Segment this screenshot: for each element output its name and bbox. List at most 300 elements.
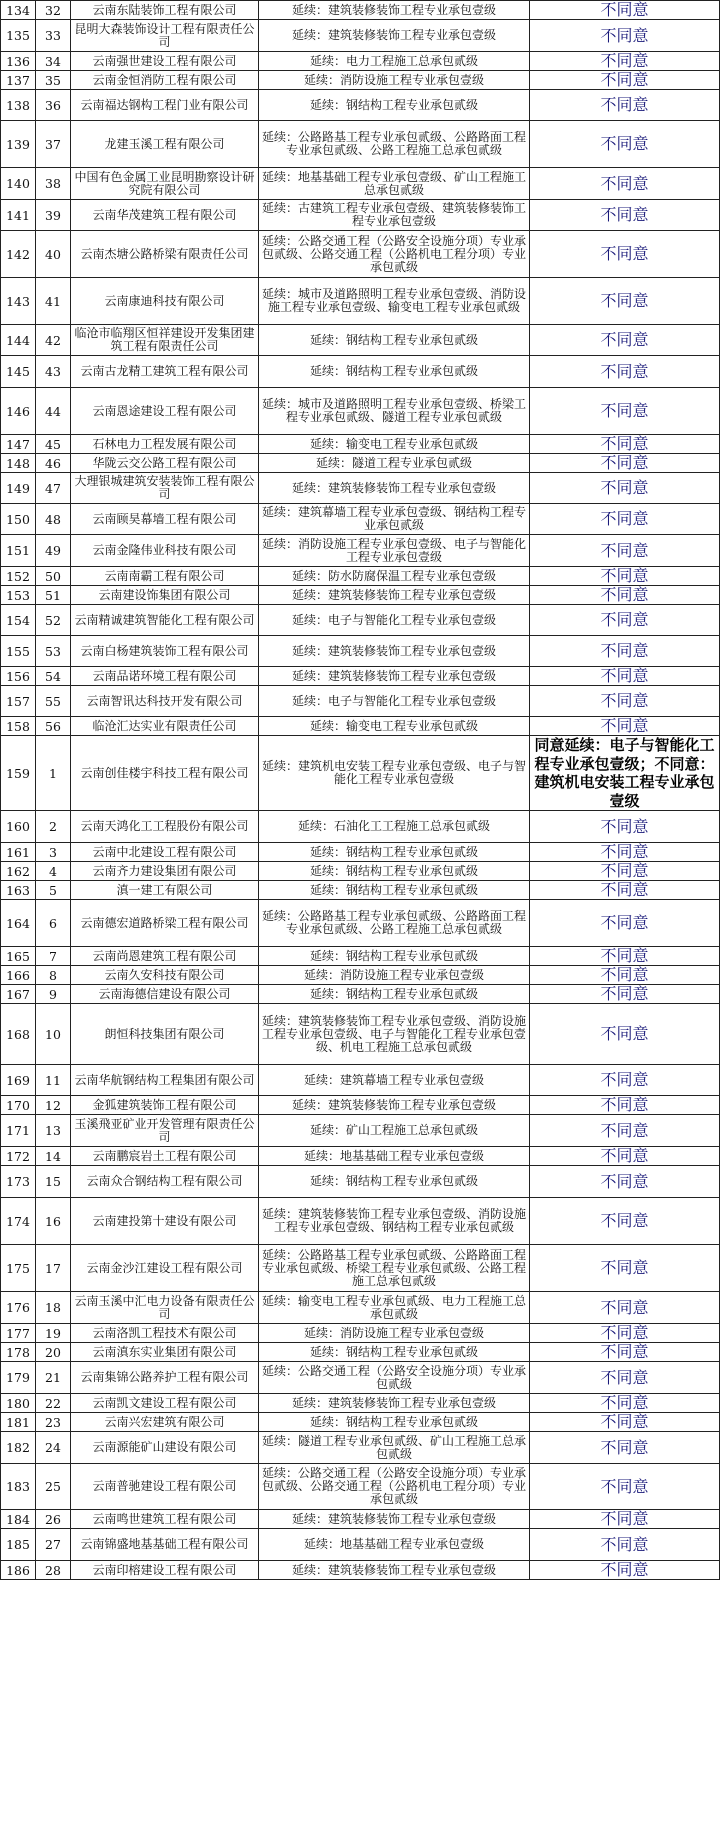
business-item-cell: 延续：建筑装修装饰工程专业承包壹级、消防设施工程专业承包壹级、电子与智能化工程专业承包壹级、机电工程施工总承包贰级 xyxy=(259,1004,530,1065)
review-result-cell: 不同意 xyxy=(530,1166,720,1198)
review-result-cell: 不同意 xyxy=(530,1464,720,1510)
business-item-cell: 延续：建筑装修装饰工程专业承包壹级 xyxy=(259,1510,530,1529)
business-item-cell: 延续：地基基础工程专业承包壹级 xyxy=(259,1147,530,1166)
company-name-cell: 云南中北建设工程有限公司 xyxy=(71,843,259,862)
business-item-cell: 延续：公路路基工程专业承包贰级、公路路面工程专业承包贰级、桥梁工程专业承包贰级、公路工程施工总承包贰级 xyxy=(259,1245,530,1292)
review-result-cell: 不同意 xyxy=(530,1343,720,1362)
row-number-cell: 42 xyxy=(36,325,71,356)
table-row xyxy=(1,1096,720,1115)
row-index-cell: 181 xyxy=(1,1413,36,1432)
business-item-cell: 延续：钢结构工程专业承包贰级 xyxy=(259,90,530,121)
row-index-cell: 167 xyxy=(1,985,36,1004)
row-index-cell: 168 xyxy=(1,1004,36,1065)
review-result-cell: 不同意 xyxy=(530,278,720,325)
row-number-cell: 50 xyxy=(36,567,71,586)
review-result-cell: 不同意 xyxy=(530,900,720,947)
table-row xyxy=(1,1413,720,1432)
row-index-cell: 138 xyxy=(1,90,36,121)
business-item-cell: 延续：建筑幕墙工程专业承包壹级、钢结构工程专业承包贰级 xyxy=(259,504,530,535)
row-index-cell: 186 xyxy=(1,1561,36,1580)
row-index-cell: 165 xyxy=(1,947,36,966)
approval-table-body xyxy=(1,1,720,1580)
company-name-cell: 云南兴宏建筑有限公司 xyxy=(71,1413,259,1432)
review-result-cell: 不同意 xyxy=(530,454,720,473)
review-result-cell: 不同意 xyxy=(530,1,720,20)
company-name-cell: 云南古龙精工建筑工程有限公司 xyxy=(71,356,259,388)
company-name-cell: 云南强世建设工程有限公司 xyxy=(71,52,259,71)
business-item-cell: 延续：建筑机电安装工程专业承包壹级、电子与智能化工程专业承包壹级 xyxy=(259,736,530,811)
business-item-cell: 延续：公路交通工程（公路安全设施分项）专业承包贰级、公路交通工程（公路机电工程分项）专业承包贰级 xyxy=(259,231,530,278)
row-number-cell: 21 xyxy=(36,1362,71,1394)
review-result-cell: 不同意 xyxy=(530,1529,720,1561)
business-item-cell: 延续：石油化工工程施工总承包贰级 xyxy=(259,811,530,843)
company-name-cell: 云南德宏道路桥梁工程有限公司 xyxy=(71,900,259,947)
row-number-cell: 37 xyxy=(36,121,71,168)
row-number-cell: 49 xyxy=(36,535,71,567)
review-result-cell: 不同意 xyxy=(530,811,720,843)
business-item-cell: 延续：建筑装修装饰工程专业承包壹级 xyxy=(259,1394,530,1413)
row-number-cell: 47 xyxy=(36,473,71,504)
company-name-cell: 云南华航钢结构工程集团有限公司 xyxy=(71,1065,259,1096)
review-result-cell: 不同意 xyxy=(530,121,720,168)
company-name-cell: 云南集锦公路养护工程有限公司 xyxy=(71,1362,259,1394)
table-row xyxy=(1,454,720,473)
table-row xyxy=(1,985,720,1004)
company-name-cell: 云南建投第十建设有限公司 xyxy=(71,1198,259,1245)
table-row xyxy=(1,811,720,843)
company-name-cell: 金狐建筑装饰工程有限公司 xyxy=(71,1096,259,1115)
row-number-cell: 40 xyxy=(36,231,71,278)
business-item-cell: 延续：钢结构工程专业承包贰级 xyxy=(259,356,530,388)
business-item-cell: 延续：古建筑工程专业承包壹级、建筑装修装饰工程专业承包壹级 xyxy=(259,200,530,231)
row-index-cell: 135 xyxy=(1,20,36,52)
row-number-cell: 53 xyxy=(36,636,71,667)
row-number-cell: 10 xyxy=(36,1004,71,1065)
table-row xyxy=(1,667,720,686)
company-name-cell: 云南天鸿化工工程股份有限公司 xyxy=(71,811,259,843)
row-number-cell: 2 xyxy=(36,811,71,843)
business-item-cell: 延续：隧道工程专业承包贰级、矿山工程施工总承包贰级 xyxy=(259,1432,530,1464)
table-row xyxy=(1,1510,720,1529)
review-result-cell: 不同意 xyxy=(530,435,720,454)
row-index-cell: 171 xyxy=(1,1115,36,1147)
row-number-cell: 15 xyxy=(36,1166,71,1198)
table-row xyxy=(1,717,720,736)
company-name-cell: 临沧汇达实业有限责任公司 xyxy=(71,717,259,736)
business-item-cell: 延续：电子与智能化工程专业承包壹级 xyxy=(259,686,530,717)
business-item-cell: 延续：钢结构工程专业承包贰级 xyxy=(259,325,530,356)
row-number-cell: 36 xyxy=(36,90,71,121)
row-number-cell: 26 xyxy=(36,1510,71,1529)
row-index-cell: 151 xyxy=(1,535,36,567)
row-index-cell: 176 xyxy=(1,1292,36,1324)
table-row xyxy=(1,71,720,90)
review-result-cell: 不同意 xyxy=(530,1394,720,1413)
company-name-cell: 云南锦盛地基基础工程有限公司 xyxy=(71,1529,259,1561)
table-row xyxy=(1,1198,720,1245)
review-result-cell: 不同意 xyxy=(530,947,720,966)
business-item-cell: 延续：钢结构工程专业承包贰级 xyxy=(259,862,530,881)
row-index-cell: 170 xyxy=(1,1096,36,1115)
row-index-cell: 149 xyxy=(1,473,36,504)
row-number-cell: 51 xyxy=(36,586,71,605)
company-name-cell: 华陇云交公路工程有限公司 xyxy=(71,454,259,473)
row-index-cell: 173 xyxy=(1,1166,36,1198)
company-name-cell: 云南海德信建设有限公司 xyxy=(71,985,259,1004)
table-row xyxy=(1,605,720,636)
row-number-cell: 41 xyxy=(36,278,71,325)
table-row xyxy=(1,1166,720,1198)
review-result-cell: 不同意 xyxy=(530,1198,720,1245)
review-result-cell: 不同意 xyxy=(530,1413,720,1432)
row-index-cell: 140 xyxy=(1,168,36,200)
company-name-cell: 云南建设饰集团有限公司 xyxy=(71,586,259,605)
company-name-cell: 朗恒科技集团有限公司 xyxy=(71,1004,259,1065)
table-row xyxy=(1,900,720,947)
review-result-cell: 不同意 xyxy=(530,473,720,504)
business-item-cell: 延续：钢结构工程专业承包贰级 xyxy=(259,881,530,900)
table-row xyxy=(1,1394,720,1413)
row-index-cell: 166 xyxy=(1,966,36,985)
review-result-cell: 不同意 xyxy=(530,586,720,605)
company-name-cell: 云南金隆伟业科技有限公司 xyxy=(71,535,259,567)
review-result-cell: 不同意 xyxy=(530,504,720,535)
business-item-cell: 延续：公路路基工程专业承包贰级、公路路面工程专业承包贰级、公路工程施工总承包贰级 xyxy=(259,900,530,947)
table-row xyxy=(1,947,720,966)
table-row xyxy=(1,20,720,52)
row-index-cell: 174 xyxy=(1,1198,36,1245)
table-row xyxy=(1,473,720,504)
row-number-cell: 7 xyxy=(36,947,71,966)
row-index-cell: 157 xyxy=(1,686,36,717)
table-row xyxy=(1,388,720,435)
business-item-cell: 延续：地基基础工程专业承包壹级 xyxy=(259,1529,530,1561)
table-row xyxy=(1,325,720,356)
row-number-cell: 20 xyxy=(36,1343,71,1362)
review-result-cell: 不同意 xyxy=(530,1147,720,1166)
business-item-cell: 延续：输变电工程专业承包贰级、电力工程施工总承包贰级 xyxy=(259,1292,530,1324)
row-index-cell: 137 xyxy=(1,71,36,90)
row-number-cell: 24 xyxy=(36,1432,71,1464)
company-name-cell: 云南齐力建设集团有限公司 xyxy=(71,862,259,881)
row-index-cell: 169 xyxy=(1,1065,36,1096)
company-name-cell: 云南源能矿山建设有限公司 xyxy=(71,1432,259,1464)
row-number-cell: 32 xyxy=(36,1,71,20)
review-result-cell: 不同意 xyxy=(530,200,720,231)
company-name-cell: 云南创佳楼宇科技工程有限公司 xyxy=(71,736,259,811)
row-number-cell: 38 xyxy=(36,168,71,200)
row-index-cell: 145 xyxy=(1,356,36,388)
review-result-cell: 不同意 xyxy=(530,1096,720,1115)
row-number-cell: 54 xyxy=(36,667,71,686)
table-row xyxy=(1,966,720,985)
business-item-cell: 延续：建筑装修装饰工程专业承包壹级 xyxy=(259,1561,530,1580)
row-number-cell: 48 xyxy=(36,504,71,535)
company-name-cell: 云南福达钢构工程门业有限公司 xyxy=(71,90,259,121)
row-number-cell: 46 xyxy=(36,454,71,473)
row-number-cell: 4 xyxy=(36,862,71,881)
table-row xyxy=(1,90,720,121)
row-index-cell: 134 xyxy=(1,1,36,20)
table-row xyxy=(1,1147,720,1166)
review-result-cell: 不同意 xyxy=(530,843,720,862)
row-index-cell: 141 xyxy=(1,200,36,231)
table-row xyxy=(1,278,720,325)
review-result-cell: 不同意 xyxy=(530,567,720,586)
review-result-cell: 不同意 xyxy=(530,90,720,121)
row-index-cell: 164 xyxy=(1,900,36,947)
company-name-cell: 玉溪飛亚矿业开发管理有限责任公司 xyxy=(71,1115,259,1147)
review-result-cell: 不同意 xyxy=(530,52,720,71)
company-name-cell: 临沧市临翔区恒祥建设开发集团建筑工程有限责任公司 xyxy=(71,325,259,356)
row-number-cell: 43 xyxy=(36,356,71,388)
business-item-cell: 延续：建筑幕墙工程专业承包壹级 xyxy=(259,1065,530,1096)
business-item-cell: 延续：钢结构工程专业承包贰级 xyxy=(259,985,530,1004)
company-name-cell: 昆明大森装饰设计工程有限责任公司 xyxy=(71,20,259,52)
review-result-cell: 不同意 xyxy=(530,667,720,686)
review-result-cell: 不同意 xyxy=(530,231,720,278)
table-row xyxy=(1,567,720,586)
review-result-cell: 不同意 xyxy=(530,1115,720,1147)
table-row xyxy=(1,862,720,881)
company-name-cell: 云南鸣世建筑工程有限公司 xyxy=(71,1510,259,1529)
table-row xyxy=(1,736,720,811)
table-row xyxy=(1,1245,720,1292)
review-result-cell: 不同意 xyxy=(530,881,720,900)
business-item-cell: 延续：建筑装修装饰工程专业承包壹级 xyxy=(259,20,530,52)
row-number-cell: 3 xyxy=(36,843,71,862)
company-name-cell: 石林电力工程发展有限公司 xyxy=(71,435,259,454)
company-name-cell: 云南精诚建筑智能化工程有限公司 xyxy=(71,605,259,636)
company-name-cell: 龙建玉溪工程有限公司 xyxy=(71,121,259,168)
company-name-cell: 云南玉溪中汇电力设备有限责任公司 xyxy=(71,1292,259,1324)
business-item-cell: 延续：防水防腐保温工程专业承包壹级 xyxy=(259,567,530,586)
review-result-cell: 不同意 xyxy=(530,1065,720,1096)
row-number-cell: 11 xyxy=(36,1065,71,1096)
row-number-cell: 55 xyxy=(36,686,71,717)
table-row xyxy=(1,1115,720,1147)
review-result-cell: 不同意 xyxy=(530,388,720,435)
business-item-cell: 延续：钢结构工程专业承包贰级 xyxy=(259,1413,530,1432)
row-index-cell: 159 xyxy=(1,736,36,811)
table-row xyxy=(1,881,720,900)
review-result-cell: 不同意 xyxy=(530,20,720,52)
company-name-cell: 云南华茂建筑工程有限公司 xyxy=(71,200,259,231)
row-number-cell: 52 xyxy=(36,605,71,636)
business-item-cell: 延续：消防设施工程专业承包壹级、电子与智能化工程专业承包壹级 xyxy=(259,535,530,567)
review-result-cell: 不同意 xyxy=(530,1432,720,1464)
company-name-cell: 云南顾昊幕墙工程有限公司 xyxy=(71,504,259,535)
row-index-cell: 161 xyxy=(1,843,36,862)
table-row xyxy=(1,1324,720,1343)
company-name-cell: 云南普驰建设工程有限公司 xyxy=(71,1464,259,1510)
row-number-cell: 22 xyxy=(36,1394,71,1413)
review-result-cell: 不同意 xyxy=(530,1004,720,1065)
company-name-cell: 大理银城建筑安装装饰工程有限公司 xyxy=(71,473,259,504)
row-number-cell: 19 xyxy=(36,1324,71,1343)
table-row xyxy=(1,1529,720,1561)
row-number-cell: 44 xyxy=(36,388,71,435)
row-index-cell: 148 xyxy=(1,454,36,473)
business-item-cell: 延续：电子与智能化工程专业承包壹级 xyxy=(259,605,530,636)
table-row xyxy=(1,686,720,717)
business-item-cell: 延续：建筑装修装饰工程专业承包壹级 xyxy=(259,1,530,20)
table-row xyxy=(1,1,720,20)
table-row xyxy=(1,1004,720,1065)
row-index-cell: 162 xyxy=(1,862,36,881)
row-index-cell: 156 xyxy=(1,667,36,686)
company-name-cell: 云南尚恩建筑工程有限公司 xyxy=(71,947,259,966)
row-index-cell: 152 xyxy=(1,567,36,586)
row-index-cell: 178 xyxy=(1,1343,36,1362)
company-name-cell: 云南杰塘公路桥梁有限责任公司 xyxy=(71,231,259,278)
review-result-cell: 不同意 xyxy=(530,71,720,90)
business-item-cell: 延续：建筑装修装饰工程专业承包壹级 xyxy=(259,1096,530,1115)
review-result-cell: 不同意 xyxy=(530,717,720,736)
company-name-cell: 云南金沙江建设工程有限公司 xyxy=(71,1245,259,1292)
row-number-cell: 1 xyxy=(36,736,71,811)
review-result-cell: 不同意 xyxy=(530,636,720,667)
table-row xyxy=(1,200,720,231)
table-row xyxy=(1,1432,720,1464)
business-item-cell: 延续：钢结构工程专业承包贰级 xyxy=(259,1166,530,1198)
table-row xyxy=(1,356,720,388)
table-row xyxy=(1,121,720,168)
table-row xyxy=(1,435,720,454)
row-index-cell: 163 xyxy=(1,881,36,900)
business-item-cell: 延续：消防设施工程专业承包壹级 xyxy=(259,1324,530,1343)
row-number-cell: 5 xyxy=(36,881,71,900)
company-name-cell: 云南金恒消防工程有限公司 xyxy=(71,71,259,90)
business-item-cell: 延续：输变电工程专业承包贰级 xyxy=(259,435,530,454)
row-index-cell: 154 xyxy=(1,605,36,636)
row-number-cell: 9 xyxy=(36,985,71,1004)
row-number-cell: 27 xyxy=(36,1529,71,1561)
row-index-cell: 139 xyxy=(1,121,36,168)
company-name-cell: 云南南霸工程有限公司 xyxy=(71,567,259,586)
business-item-cell: 延续：建筑装修装饰工程专业承包壹级 xyxy=(259,636,530,667)
table-row xyxy=(1,52,720,71)
review-result-cell: 不同意 xyxy=(530,686,720,717)
business-item-cell: 延续：钢结构工程专业承包贰级 xyxy=(259,947,530,966)
row-number-cell: 18 xyxy=(36,1292,71,1324)
review-result-cell: 不同意 xyxy=(530,356,720,388)
table-row xyxy=(1,504,720,535)
company-name-cell: 云南鹏宸岩土工程有限公司 xyxy=(71,1147,259,1166)
review-result-cell: 不同意 xyxy=(530,325,720,356)
business-item-cell: 延续：钢结构工程专业承包贰级 xyxy=(259,1343,530,1362)
row-index-cell: 158 xyxy=(1,717,36,736)
company-name-cell: 云南滇东实业集团有限公司 xyxy=(71,1343,259,1362)
table-row xyxy=(1,636,720,667)
row-number-cell: 12 xyxy=(36,1096,71,1115)
row-index-cell: 175 xyxy=(1,1245,36,1292)
row-number-cell: 16 xyxy=(36,1198,71,1245)
business-item-cell: 延续：城市及道路照明工程专业承包壹级、消防设施工程专业承包壹级、输变电工程专业承包贰级 xyxy=(259,278,530,325)
review-result-cell: 不同意 xyxy=(530,1362,720,1394)
row-number-cell: 45 xyxy=(36,435,71,454)
business-item-cell: 延续：消防设施工程专业承包壹级 xyxy=(259,71,530,90)
row-number-cell: 8 xyxy=(36,966,71,985)
table-row xyxy=(1,231,720,278)
row-index-cell: 143 xyxy=(1,278,36,325)
row-number-cell: 14 xyxy=(36,1147,71,1166)
row-number-cell: 56 xyxy=(36,717,71,736)
row-number-cell: 25 xyxy=(36,1464,71,1510)
business-item-cell: 延续：电力工程施工总承包贰级 xyxy=(259,52,530,71)
company-name-cell: 云南康迪科技有限公司 xyxy=(71,278,259,325)
table-row xyxy=(1,1561,720,1580)
table-row xyxy=(1,1292,720,1324)
business-item-cell: 延续：公路路基工程专业承包贰级、公路路面工程专业承包贰级、公路工程施工总承包贰级 xyxy=(259,121,530,168)
row-number-cell: 17 xyxy=(36,1245,71,1292)
review-result-cell: 不同意 xyxy=(530,605,720,636)
row-index-cell: 182 xyxy=(1,1432,36,1464)
business-item-cell: 延续：建筑装修装饰工程专业承包壹级、消防设施工程专业承包壹级、钢结构工程专业承包贰级 xyxy=(259,1198,530,1245)
row-number-cell: 35 xyxy=(36,71,71,90)
review-result-cell: 不同意 xyxy=(530,1292,720,1324)
review-result-cell: 不同意 xyxy=(530,985,720,1004)
business-item-cell: 延续：矿山工程施工总承包贰级 xyxy=(259,1115,530,1147)
row-index-cell: 136 xyxy=(1,52,36,71)
company-name-cell: 云南众合钢结构工程有限公司 xyxy=(71,1166,259,1198)
table-row xyxy=(1,535,720,567)
row-number-cell: 39 xyxy=(36,200,71,231)
row-index-cell: 150 xyxy=(1,504,36,535)
review-result-cell: 不同意 xyxy=(530,1324,720,1343)
review-result-cell: 同意延续：电子与智能化工程专业承包壹级；不同意：建筑机电安装工程专业承包壹级 xyxy=(530,736,720,811)
row-index-cell: 184 xyxy=(1,1510,36,1529)
company-name-cell: 云南品诺环境工程有限公司 xyxy=(71,667,259,686)
row-number-cell: 6 xyxy=(36,900,71,947)
company-name-cell: 云南东陆装饰工程有限公司 xyxy=(71,1,259,20)
row-index-cell: 146 xyxy=(1,388,36,435)
business-item-cell: 延续：建筑装修装饰工程专业承包壹级 xyxy=(259,473,530,504)
business-item-cell: 延续：地基基础工程专业承包壹级、矿山工程施工总承包贰级 xyxy=(259,168,530,200)
company-name-cell: 云南智讯达科技开发有限公司 xyxy=(71,686,259,717)
table-row xyxy=(1,168,720,200)
row-index-cell: 155 xyxy=(1,636,36,667)
row-index-cell: 147 xyxy=(1,435,36,454)
row-index-cell: 185 xyxy=(1,1529,36,1561)
table-row xyxy=(1,843,720,862)
table-row xyxy=(1,1362,720,1394)
row-index-cell: 180 xyxy=(1,1394,36,1413)
row-number-cell: 33 xyxy=(36,20,71,52)
business-item-cell: 延续：输变电工程专业承包贰级 xyxy=(259,717,530,736)
review-result-cell: 不同意 xyxy=(530,966,720,985)
business-item-cell: 延续：建筑装修装饰工程专业承包壹级 xyxy=(259,667,530,686)
business-item-cell: 延续：钢结构工程专业承包贰级 xyxy=(259,843,530,862)
row-index-cell: 177 xyxy=(1,1324,36,1343)
review-result-cell: 不同意 xyxy=(530,1561,720,1580)
business-item-cell: 延续：城市及道路照明工程专业承包壹级、桥梁工程专业承包贰级、隧道工程专业承包贰级 xyxy=(259,388,530,435)
row-number-cell: 28 xyxy=(36,1561,71,1580)
row-number-cell: 13 xyxy=(36,1115,71,1147)
business-item-cell: 延续：隧道工程专业承包贰级 xyxy=(259,454,530,473)
company-name-cell: 云南久安科技有限公司 xyxy=(71,966,259,985)
row-index-cell: 153 xyxy=(1,586,36,605)
review-result-cell: 不同意 xyxy=(530,1245,720,1292)
row-number-cell: 34 xyxy=(36,52,71,71)
table-row xyxy=(1,1343,720,1362)
company-name-cell: 云南印榕建设工程有限公司 xyxy=(71,1561,259,1580)
company-name-cell: 云南凯文建设工程有限公司 xyxy=(71,1394,259,1413)
row-index-cell: 142 xyxy=(1,231,36,278)
company-name-cell: 中国有色金属工业昆明勘察设计研究院有限公司 xyxy=(71,168,259,200)
company-name-cell: 云南白杨建筑装饰工程有限公司 xyxy=(71,636,259,667)
review-result-cell: 不同意 xyxy=(530,168,720,200)
